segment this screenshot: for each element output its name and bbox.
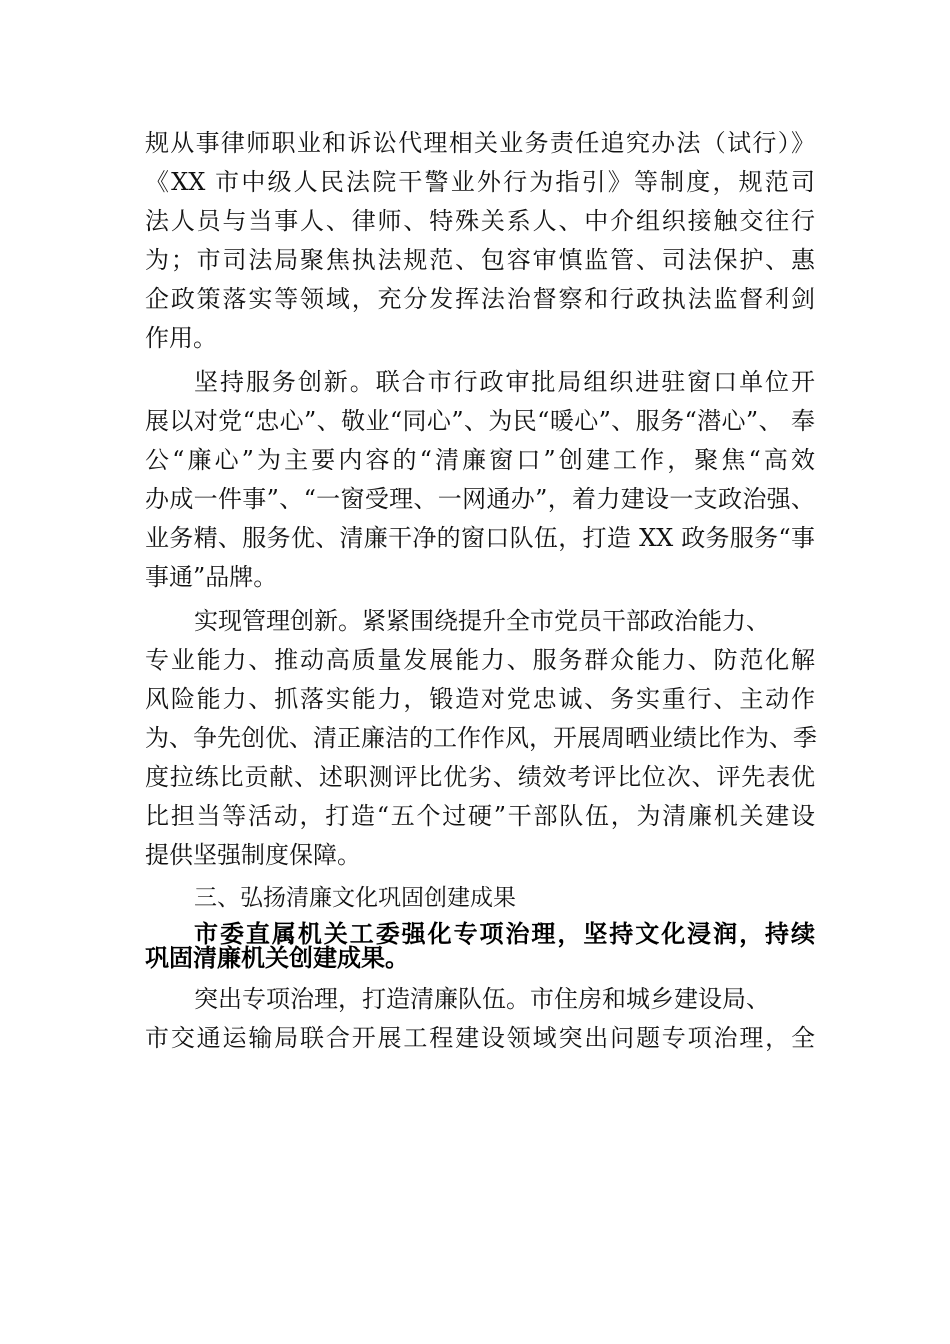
paragraph-4-line-2: 市交通运输局联合开展工程建设领域突出问题专项治理，全	[145, 1024, 815, 1052]
paragraph-3-line-3: 风险能力、抓落实能力，锻造对党忠诚、务实重行、主动作	[145, 685, 815, 713]
paragraph-3-line-6: 比担当等活动，打造“五个过硬”干部队伍，为清廉机关建设	[145, 802, 815, 830]
paragraph-2-line-5: 业务精、服务优、清廉干净的窗口队伍，打造 XX 政务服务“事	[145, 524, 815, 552]
bold-lead-line-2: 巩固清廉机关创建成果。	[145, 944, 409, 972]
paragraph-1-line-5: 企政策落实等领域，充分发挥法治督察和行政执法监督利剑	[145, 285, 815, 313]
paragraph-3-line-2: 专业能力、推动高质量发展能力、服务群众能力、防范化解	[145, 646, 815, 674]
paragraph-1-line-4: 为；市司法局聚焦执法规范、包容审慎监管、司法保护、惠	[145, 246, 815, 274]
paragraph-2-line-3: 公“廉心”为主要内容的“清廉窗口”创建工作，聚焦“高效	[145, 446, 815, 474]
paragraph-1-line-3: 法人员与当事人、律师、特殊关系人、中介组织接触交往行	[145, 207, 815, 235]
paragraph-1-line-1: 规从事律师职业和诉讼代理相关业务责任追究办法（试行）》	[145, 129, 815, 157]
section-heading: 三、弘扬清廉文化巩固创建成果	[194, 885, 516, 911]
paragraph-3-line-4: 为、争先创优、清正廉洁的工作作风，开展周晒业绩比作为、季	[145, 724, 817, 752]
paragraph-1-line-6: 作用。	[145, 324, 217, 352]
paragraph-3-line-5: 度拉练比贡献、述职测评比优劣、绩效考评比位次、评先表优	[145, 763, 815, 791]
bold-lead-line-1: 市委直属机关工委强化专项治理，坚持文化浸润，持续	[194, 920, 815, 948]
paragraph-4-line-1: 突出专项治理，打造清廉队伍。市住房和城乡建设局、	[194, 985, 770, 1013]
paragraph-3-line-7: 提供坚强制度保障。	[145, 841, 361, 869]
paragraph-2-line-6: 事通”品牌。	[145, 563, 278, 591]
paragraph-1-line-2: 《XX 市中级人民法院干警业外行为指引》等制度，规范司	[145, 168, 815, 196]
paragraph-3-line-1: 实现管理创新。紧紧围绕提升全市党员干部政治能力、	[194, 607, 770, 635]
paragraph-2-line-1: 坚持服务创新。联合市行政审批局组织进驻窗口单位开	[194, 368, 815, 396]
paragraph-2-line-4: 办成一件事”、“一窗受理、一网通办”，着力建设一支政治强、	[145, 485, 815, 513]
paragraph-2-line-2: 展以对党“忠心”、敬业“同心”、为民“暖心”、服务“潜心”、 奉	[145, 407, 815, 435]
